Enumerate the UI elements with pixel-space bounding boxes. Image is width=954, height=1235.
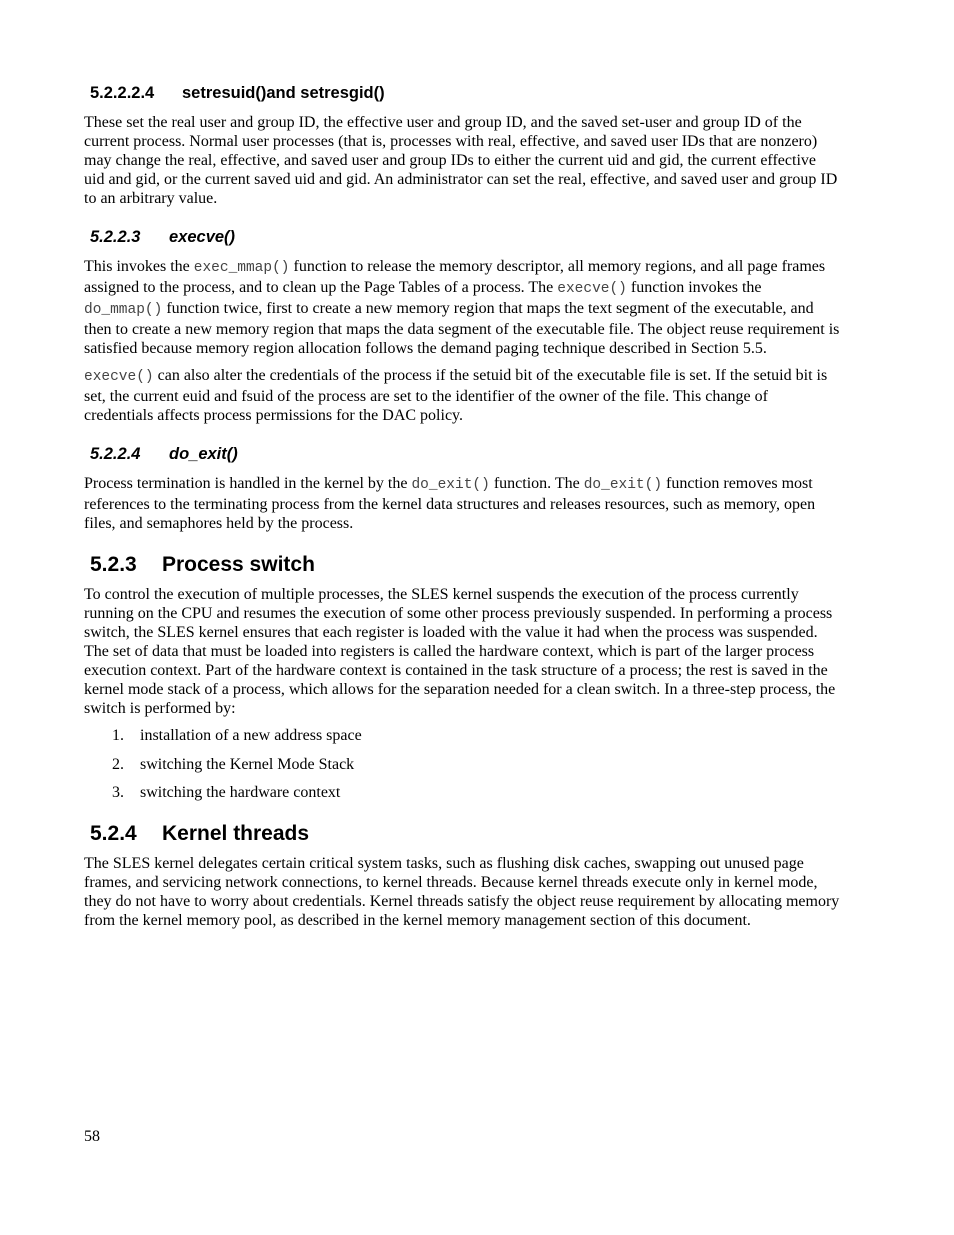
section-5-2-2-3 bbox=[84, 228, 840, 425]
page-number: 58 bbox=[84, 1128, 100, 1145]
list-text: switching the hardware context bbox=[140, 784, 341, 801]
heading-number: 5.2.2.2.4 bbox=[90, 84, 155, 102]
text-run: This invokes the bbox=[84, 258, 194, 275]
code-execve: execve() bbox=[84, 369, 154, 385]
list-number: 3. bbox=[112, 784, 124, 801]
section-5-2-3 bbox=[84, 553, 840, 802]
heading-kernel-threads bbox=[90, 822, 840, 846]
text-run: can also alter the credentials of the process if the setuid bit of the executable file is set. If the setuid bit is set, the current euid and fsuid of the process are set to the identifier of the owner of the file. This change of credentials affects process permissions for the DAC policy. bbox=[84, 367, 828, 424]
paragraph bbox=[84, 366, 840, 425]
heading-process-switch bbox=[90, 553, 840, 577]
heading-execve bbox=[90, 228, 840, 247]
heading-title: Process switch bbox=[162, 553, 315, 576]
text-run: function invokes the bbox=[626, 279, 762, 296]
list-text: installation of a new address space bbox=[140, 727, 362, 744]
heading-title: setresuid()and setresgid() bbox=[182, 84, 385, 102]
list-item bbox=[84, 726, 840, 745]
text-run: function twice, first to create a new memory region that maps the text segment of the executable, and then to create a new memory region that maps the data segment of the executable file. The object reuse requirement is satisfied because memory region allocation follows the demand paging technique described in Section 5.5. bbox=[84, 300, 840, 357]
list-item bbox=[84, 783, 840, 802]
heading-number: 5.2.2.4 bbox=[90, 445, 141, 463]
paragraph: These set the real user and group ID, the effective user and group ID, and the saved set-user and group ID of the current process. Normal user processes (that is, processes with real, effective, and saved user IDs that are nonzero) may change the real, effective, and saved user and group IDs to either the current uid and gid, the current effective uid and gid, or the current saved uid and gid. An administrator can set the real, effective, and saved user and group ID to an arbitrary value. bbox=[84, 114, 838, 207]
heading-title: execve() bbox=[169, 228, 236, 246]
text-run: function to release the memory descriptor, all memory regions, and all page frames assigned to the process, and to clean up the Page Tables of a process. The bbox=[84, 258, 826, 296]
switch-steps-list bbox=[84, 726, 840, 802]
heading-number: 5.2.3 bbox=[90, 553, 137, 576]
code-do-exit: do_exit() bbox=[411, 477, 490, 493]
heading-title: Kernel threads bbox=[162, 822, 310, 845]
list-number: 1. bbox=[112, 727, 124, 744]
section-5-2-2-2-4 bbox=[84, 84, 840, 208]
text-run: function removes most references to the terminating process from the kernel data structures and releases resources, such as memory, open files, and semaphores held by the process. bbox=[84, 475, 816, 532]
list-item bbox=[84, 755, 840, 774]
paragraph: To control the execution of multiple processes, the SLES kernel suspends the execution of the process currently running on the CPU and resumes the execution of some other process previously suspended. In performing a process switch, the SLES kernel ensures that each register is loaded with the value it had when the process was suspended. The set of data that must be loaded into registers is called the hardware context, which is part of the larger process execution context. Part of the hardware context is contained in the task structure of a process; the rest is saved in the kernel mode stack of a process, which allows for the separation needed for a clean switch. In a three-step process, the switch is performed by: bbox=[84, 586, 836, 717]
heading-do-exit bbox=[90, 445, 840, 464]
code-do-mmap: do_mmap() bbox=[84, 302, 163, 318]
code-exec-mmap: exec_mmap() bbox=[193, 260, 290, 276]
paragraph: The SLES kernel delegates certain critical system tasks, such as flushing disk caches, swapping out unused page frames, and servicing network connections, to kernel threads. Because kernel threads execute only in kernel mode, they do not have to worry about credentials. Kernel threads satisfy the object reuse requirement by allocating memory from the kernel memory pool, as described in the kernel memory management section of this document. bbox=[84, 855, 840, 929]
section-5-2-2-4 bbox=[84, 445, 840, 533]
section-5-2-4 bbox=[84, 822, 840, 930]
list-text: switching the Kernel Mode Stack bbox=[140, 755, 355, 773]
paragraph bbox=[84, 474, 840, 533]
heading-title: do_exit() bbox=[169, 445, 238, 463]
paragraph bbox=[84, 257, 840, 358]
page-content bbox=[84, 84, 840, 950]
text-run: function. The bbox=[489, 475, 584, 492]
heading-number: 5.2.4 bbox=[90, 822, 137, 845]
heading-setresuid bbox=[90, 84, 840, 103]
list-number: 2. bbox=[112, 755, 124, 773]
text-run: Process termination is handled in the kernel by the bbox=[84, 475, 412, 492]
heading-number: 5.2.2.3 bbox=[90, 228, 141, 246]
code-do-exit: do_exit() bbox=[583, 477, 663, 493]
code-execve: execve() bbox=[557, 281, 627, 297]
